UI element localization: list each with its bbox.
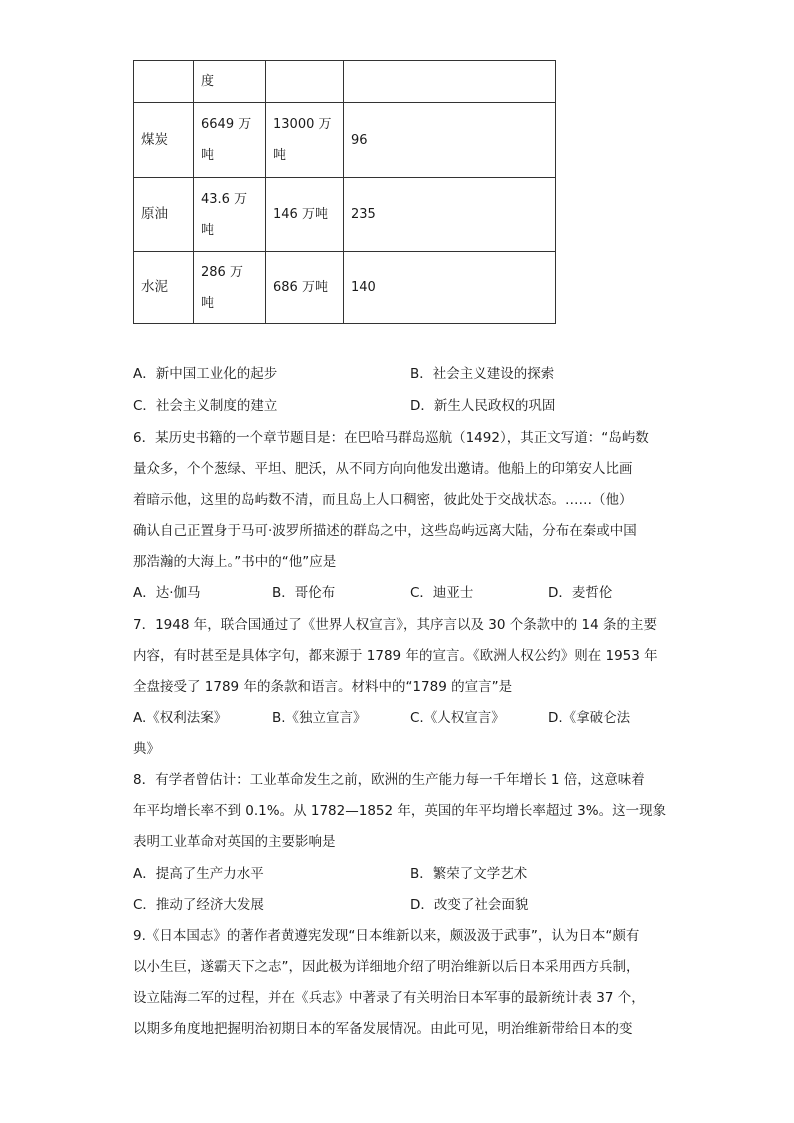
table-cell: 686 万吨	[266, 252, 344, 324]
q5-option-d: D．新生人民政权的巩固	[410, 398, 556, 414]
q7-stem-line: 7．1948 年，联合国通过了《世界人权宣言》，其序言以及 30 个条款中的 14 条的主要	[133, 617, 658, 633]
table-cell-name: 水泥	[134, 252, 194, 324]
q6-option-c: C．迪亚士	[410, 585, 474, 601]
table-cell: 43.6 万 吨	[194, 178, 266, 252]
q7-option-a: A.《权利法案》	[133, 710, 228, 726]
table-cell	[266, 61, 344, 103]
table-cell	[134, 61, 194, 103]
q8-stem-line: 8．有学者曾估计：工业革命发生之前，欧洲的生产能力每一千年增长 1 倍，这意味着	[133, 772, 645, 788]
q6-stem-line: 确认自己正置身于马可·波罗所描述的群岛之中，这些岛屿远离大陆，分布在秦或中国	[133, 523, 637, 539]
q8-option-d: D．改变了社会面貌	[410, 897, 529, 913]
table-row	[134, 103, 556, 178]
q6-option-a: A．达·伽马	[133, 585, 201, 601]
q9-stem-line: 以小生巨，遂霸天下之志”，因此极为详细地介绍了明治维新以后日本采用西方兵制，	[133, 959, 640, 975]
q6-stem-line: 着暗示他，这里的岛屿数不清，而且岛上人口稠密，彼此处于交战状态。……（他）	[133, 492, 633, 508]
q6-stem-line: 量众多，个个葱绿、平坦、肥沃，从不同方向向他发出邀请。他船上的印第安人比画	[133, 461, 633, 477]
q7-option-d: D.《拿破仑法	[548, 710, 631, 726]
table-cell: 146 万吨	[266, 178, 344, 252]
table-cell: 96	[344, 103, 556, 178]
q8-stem-line: 表明工业革命对英国的主要影响是	[133, 834, 336, 850]
q7-stem-line: 内容，有时甚至是具体字句，都来源于 1789 年的宣言。《欧洲人权公约》则在 1953 年	[133, 648, 658, 664]
table-cell: 13000 万 吨	[266, 103, 344, 178]
table-row	[134, 61, 556, 103]
table-cell	[344, 61, 556, 103]
table-cell: 286 万 吨	[194, 252, 266, 324]
q5-option-a: A．新中国工业化的起步	[133, 366, 278, 382]
production-table	[133, 60, 556, 324]
q6-option-b: B．哥伦布	[272, 585, 336, 601]
table-cell: 6649 万 吨	[194, 103, 266, 178]
q6-stem-line: 6．某历史书籍的一个章节题目是：在巴哈马群岛巡航（1492），其正文写道：“岛屿数	[133, 430, 649, 446]
table-cell-name: 原油	[134, 178, 194, 252]
q5-option-c: C．社会主义制度的建立	[133, 398, 278, 414]
table-row	[134, 252, 556, 324]
q7-option-d-wrap: 典》	[133, 741, 160, 757]
q9-stem-line: 设立陆海二军的过程，并在《兵志》中著录了有关明治日本军事的最新统计表 37 个，	[133, 990, 645, 1006]
q7-option-b: B.《独立宣言》	[272, 710, 367, 726]
q8-stem-line: 年平均增长率不到 0.1%。从 1782—1852 年，英国的年平均增长率超过 3%。这一现象	[133, 803, 667, 819]
q6-stem-line: 那浩瀚的大海上。”书中的“他”应是	[133, 554, 337, 570]
table-cell: 235	[344, 178, 556, 252]
table-cell: 度	[194, 61, 266, 103]
table-cell-name: 煤炭	[134, 103, 194, 178]
q8-option-a: A．提高了生产力水平	[133, 866, 264, 882]
q7-stem-line: 全盘接受了 1789 年的条款和语言。材料中的“1789 的宣言”是	[133, 679, 513, 695]
table-cell: 140	[344, 252, 556, 324]
q7-option-c: C.《人权宣言》	[410, 710, 505, 726]
q6-option-d: D．麦哲伦	[548, 585, 613, 601]
q8-option-b: B．繁荣了文学艺术	[410, 866, 528, 882]
q8-option-c: C．推动了经济大发展	[133, 897, 264, 913]
q5-option-b: B．社会主义建设的探索	[410, 366, 555, 382]
q9-stem-line: 9.《日本国志》的著作者黄遵宪发现“日本维新以来，颇汲汲于武事”，认为日本“颇有	[133, 928, 640, 944]
table-row	[134, 178, 556, 252]
q9-stem-line: 以期多角度地把握明治初期日本的军备发展情况。由此可见，明治维新带给日本的变	[133, 1021, 633, 1037]
